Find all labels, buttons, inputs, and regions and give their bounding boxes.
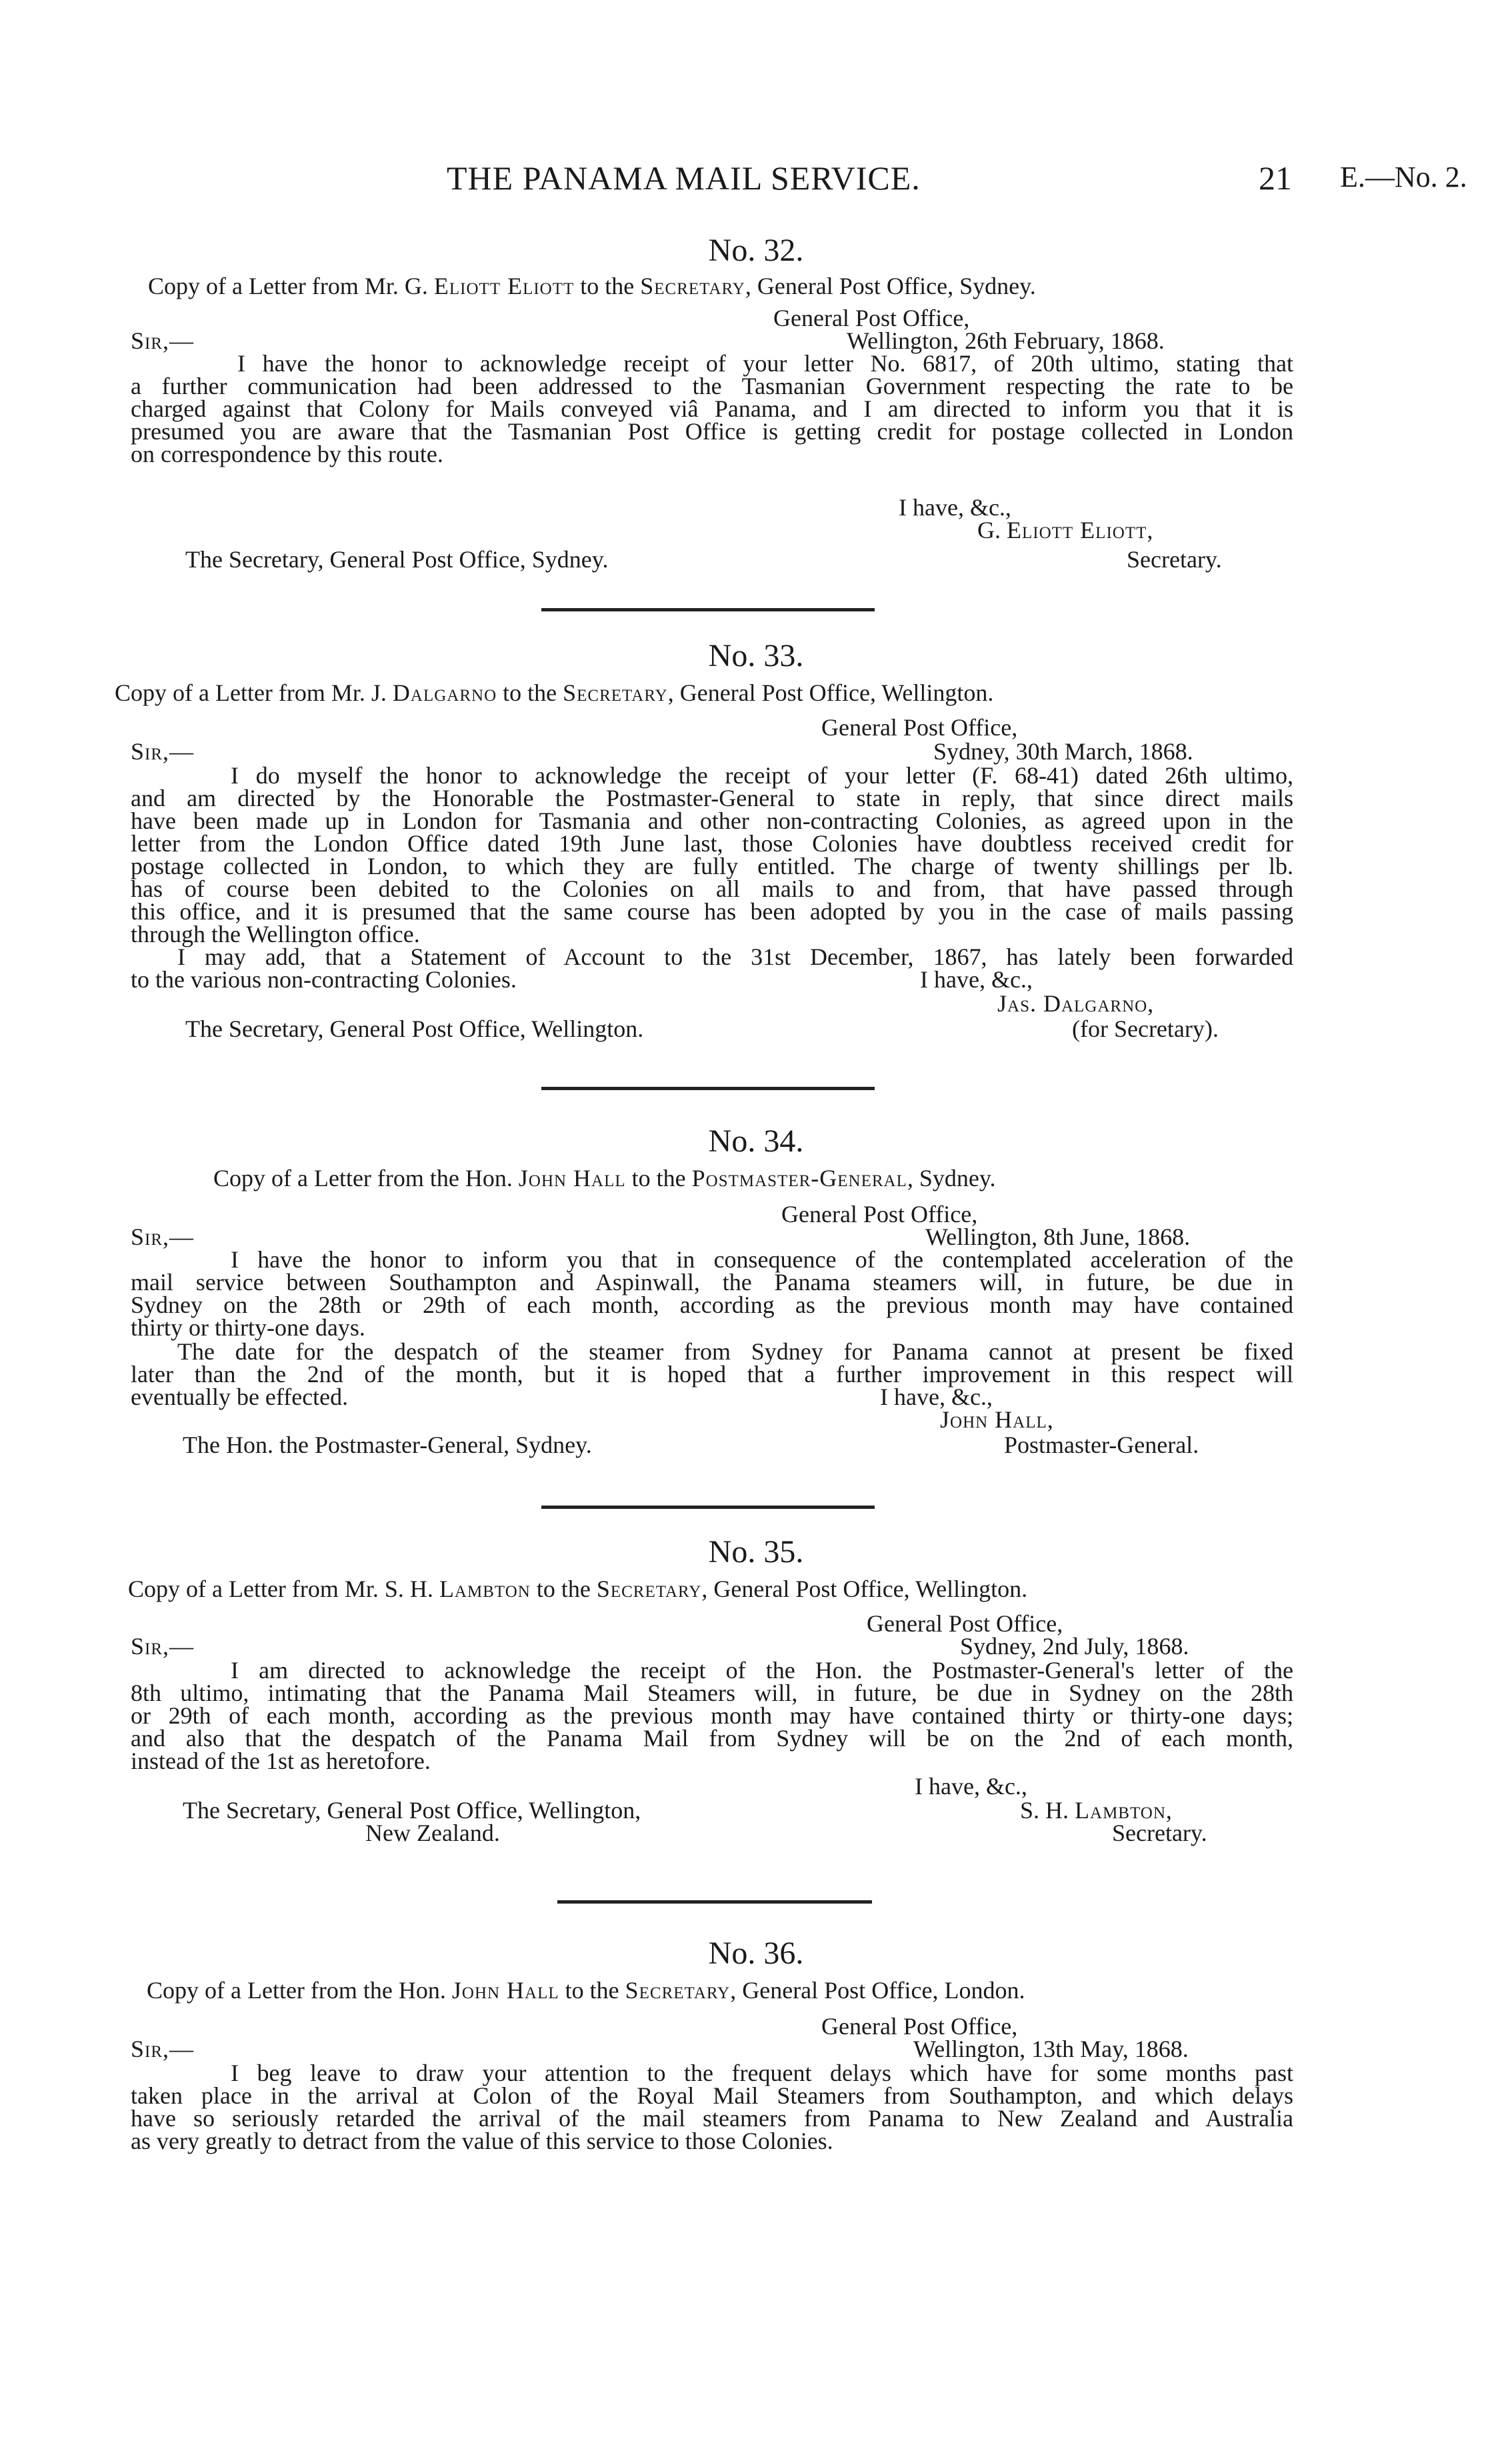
sender-name: John Hall <box>451 1977 559 2004</box>
addressee: The Secretary, General Post Office, Wellington, <box>183 1797 641 1824</box>
closing: I have, &c., <box>880 1384 993 1410</box>
letter-number: No. 33. <box>708 638 804 673</box>
recipient-title: Secretary <box>563 679 668 706</box>
place-line-2: Sydney, 2nd July, 1868. <box>960 1633 1189 1660</box>
section-divider <box>541 1506 875 1509</box>
salutation: Sir,— <box>131 738 195 765</box>
section-divider <box>541 1087 875 1090</box>
place-line-1: General Post Office, <box>773 305 970 331</box>
letter-body-paragraph-2: I may add, that a Statement of Account to the 31st December, 1867, has lately been forwarded to the various non-contracting Colonies. <box>131 943 1293 993</box>
addressee: The Secretary, General Post Office, Sydney. <box>185 546 609 573</box>
letter-number: No. 32. <box>708 233 804 268</box>
recipient-title: Postmaster-General <box>691 1165 907 1191</box>
place-line-2: Sydney, 30th March, 1868. <box>933 738 1193 765</box>
place-line-1: General Post Office, <box>867 1610 1063 1637</box>
sender-name: Lambton <box>439 1576 531 1602</box>
recipient-title: Secretary <box>640 273 745 299</box>
letter-heading: Copy of a Letter from Mr. G. Eliott Eliott to the Secretary, General Post Office, Sydney. <box>148 273 1036 299</box>
place-line-1: General Post Office, <box>781 1201 978 1227</box>
salutation: Sir,— <box>131 1223 195 1250</box>
salutation: Sir,— <box>131 327 195 354</box>
letter-number: No. 34. <box>708 1123 804 1159</box>
closing: I have, &c., <box>915 1773 1027 1800</box>
letter-body: I am directed to acknowledge the receipt of the Hon. the Postmaster-General's letter of the 8th ultimo, intimating that the Panama Mail Steamers will, in future, be due in Sydney on the 28th or 29th of each month, according as the previous month may have contained thirty or thirty-one days; and also that the despatch of the Panama Mail from Sydney will be on the 2nd of each month, instead of the 1st as heretofore. <box>131 1657 1293 1774</box>
closing: I have, &c., <box>920 966 1033 993</box>
page-number: 21 <box>1259 159 1292 197</box>
page-title: THE PANAMA MAIL SERVICE. <box>447 159 921 197</box>
letter-number: No. 36. <box>708 1936 804 1971</box>
letter-body: I beg leave to draw your attention to the frequent delays which have for some months past taken place in the arrival at Colon of the Royal Mail Steamers from Southampton, and which delays have so seriously retarded the arrival of the mail steamers from Panama to New Zealand and Australia as very greatly to detract from the value of this service to those Colonies. <box>131 2060 1293 2154</box>
place-line-2: Wellington, 8th June, 1868. <box>925 1223 1191 1250</box>
signature: G. Eliott Eliott, <box>977 517 1154 543</box>
place-line-1: General Post Office, <box>821 2013 1018 2040</box>
place-line-2: Wellington, 26th February, 1868. <box>847 327 1165 354</box>
addressee: The Hon. the Postmaster-General, Sydney. <box>183 1432 592 1458</box>
letter-heading: Copy of a Letter from the Hon. John Hall to the Postmaster-General, Sydney. <box>213 1165 996 1191</box>
signature: Jas. Dalgarno, <box>997 990 1155 1017</box>
signature: John Hall, <box>940 1406 1054 1433</box>
place-line-2: Wellington, 13th May, 1868. <box>913 2036 1189 2062</box>
signature: S. H. Lambton, <box>1020 1797 1173 1824</box>
letter-body-paragraph-2: The date for the despatch of the steamer from Sydney for Panama cannot at present be fixed later than the 2nd of the month, but it is hoped that a further improvement in this respect will eventually be effected. <box>131 1338 1293 1410</box>
closing: I have, &c., <box>899 494 1011 521</box>
page-reference: E.—No. 2. <box>1340 161 1467 193</box>
signatory-title: Postmaster-General. <box>1004 1432 1199 1458</box>
section-divider <box>557 1900 872 1904</box>
addressee: The Secretary, General Post Office, Wellington. <box>185 1015 644 1042</box>
salutation: Sir,— <box>131 2036 195 2062</box>
sender-name: Eliott Eliott <box>433 273 575 299</box>
recipient-title: Secretary <box>596 1576 702 1602</box>
letter-body: I do myself the honor to acknowledge the receipt of your letter (F. 68-41) dated 26th ultimo, and am directed by the Honorable the Postmaster-General to state in reply, that since direct mails have been made up in London for Tasmania and other non-contracting Colonies, as agreed upon in the letter from the London Office dated 19th June last, those Colonies have doubtless received credit for postage collected in London, to which they are fully entitled. The charge of twenty shillings per lb. has of course been debited to the Colonies on all mails to and from, that have passed through this office, and it is presumed that the same course has been adopted by you in the case of mails passing through the Wellington office. <box>131 762 1293 947</box>
place-line-1: General Post Office, <box>821 714 1018 741</box>
salutation: Sir,— <box>131 1633 195 1660</box>
letter-heading: Copy of a Letter from Mr. S. H. Lambton to the Secretary, General Post Office, Wellington. <box>128 1576 1028 1602</box>
signatory-title: Secretary. <box>1112 1820 1207 1846</box>
letter-body: I have the honor to acknowledge receipt of your letter No. 6817, of 20th ultimo, stating that a further communication had been addressed to the Tasmanian Government respecting the rate to be charged against that Colony for Mails conveyed viâ Panama, and I am directed to inform you that it is presumed you are aware that the Tasmanian Post Office is getting credit for postage collected in London on correspondence by this route. <box>131 350 1293 467</box>
letter-body: I have the honor to inform you that in consequence of the contemplated acceleration of the mail service between Southampton and Aspinwall, the Panama steamers will, in future, be due in Sydney on the 28th or 29th of each month, according as the previous month may have contained thirty or thirty-one days. <box>131 1246 1293 1341</box>
letter-number: No. 35. <box>708 1534 804 1570</box>
letter-heading: Copy of a Letter from Mr. J. Dalgarno to the Secretary, General Post Office, Wellington. <box>115 679 994 706</box>
recipient-title: Secretary <box>625 1977 731 2004</box>
signatory-title: Secretary. <box>1127 546 1222 573</box>
addressee-line-2: New Zealand. <box>365 1820 500 1846</box>
signatory-title: (for Secretary). <box>1072 1015 1219 1042</box>
section-divider <box>541 608 875 611</box>
letter-heading: Copy of a Letter from the Hon. John Hall to the Secretary, General Post Office, London. <box>147 1977 1025 2004</box>
sender-name: Dalgarno <box>392 679 497 706</box>
sender-name: John Hall <box>518 1165 626 1191</box>
